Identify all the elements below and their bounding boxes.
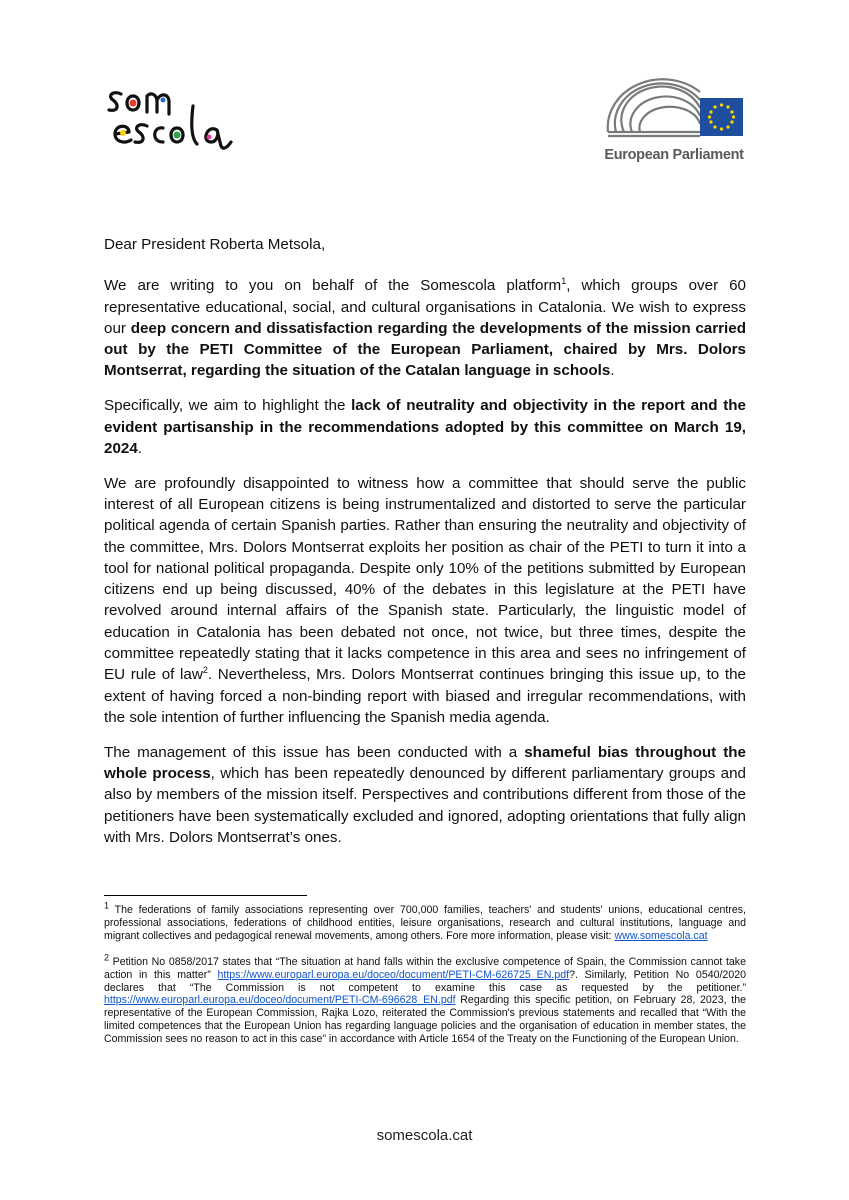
- footnote-ref-1[interactable]: 1: [561, 276, 567, 287]
- paragraph-3: We are profoundly disappointed to witness how a committee that should serve the public interest of all European citizens is being instrumentalized and distorted to serve the particular political agenda of certain Spanish parties. Rather than ensuring the neutrality and objectivity of the committee, Mrs. Dolors Montserrat exploits her position as chair of the PETI to turn it into a tool for national political propaganda. Despite only 10% of the petitions submitted by European citizens end up being discussed, 40% of the debates in this legislature at the PETI have revolved around internal affairs of the Spanish state. Particularly, the linguistic model of education in Catalonia has been debated not once, not twice, but three times, despite the committee repeatedly stating that it lacks competence in this area and sees no infringement of EU rule of law$^2$. Nevertheless, Mrs. Dolors Montserrat continues bringing this issue up, to the extent of having forced a non-binding report with biased and irregular recommendations, with the sole intention of further influencing the Spanish media agenda.: [104, 474, 746, 726]
- paragraph-2: Specifically, we aim to highlight the lack of neutrality and objectivity in the report and the evident partisanship in the recommendations adopted by this committee on March 19, 2024.: [104, 397, 746, 457]
- peti-626725-link[interactable]: https://www.europarl.europa.eu/doceo/document/PETI-CM-626725_EN.pdf: [217, 968, 570, 981]
- footnote-2: $^2$ Petition No 0858/2017 states that “The situation at hand falls within the exclusive competence of Spain, the Commission cannot take action in this matter” https://www.europarl.europa.eu/doceo/document/PETI-CM-626725_EN.pdf?. Similarly, Petition No 0540/2020 declares that “The Commission is not competent to examine this case as requested by the petitioner.” https://www.europarl.europa.eu/doceo/document/PETI-CM-696628_EN.pdf Regarding this specific petition, on February 28, 2023, the representative of the European Commission, Rajka Lozo, reiterated the Commission's previous statements and recalled that “With the limited competences that the European Union has regarding language policies and the organisation of education in member states, the Commission sees no reason to act in this case” in accordance with Article 1654 of the Treaty on the Functioning of the European Union.: [104, 952, 746, 1046]
- european-parliament-name: European Parliament: [604, 147, 744, 163]
- peti-696628-link[interactable]: https://www.europarl.europa.eu/doceo/document/PETI-CM-696628_EN.pdf: [104, 994, 456, 1007]
- salutation: Dear President Roberta Metsola,: [104, 236, 326, 253]
- footnote-1: $^1$ The federations of family associations representing over 700,000 families, teachers' and students' unions, educational centres, professional associations, federations of childhood entities, leisure organisations, research and cultural institutions, language and migrant collectives and pedagogical renewal movements, among others. Fore more information, please visit: www.somescola.cat: [104, 900, 746, 942]
- letter-body: [104, 234, 746, 862]
- paragraph-1: We are writing to you on behalf of the Somescola platform$^1$, which groups over 60 representative educational, social, and cultural organisations in Catalonia. We wish to express our deep concern and dissatisfaction regarding the developments of the mission carried out by the PETI Committee of the European Parliament, chaired by Mrs. Dolors Montserrat, regarding the situation of the Catalan language in schools.: [104, 276, 746, 380]
- footnote-divider: [104, 895, 307, 896]
- footer-site: somescola.cat: [376, 1127, 473, 1144]
- somescola-logo: [103, 82, 238, 164]
- footnotes: [104, 900, 746, 1059]
- somescola-link[interactable]: www.somescola.cat: [614, 929, 708, 942]
- footnote-ref-2[interactable]: 2: [202, 665, 208, 676]
- paragraph-4: The management of this issue has been conducted with a shameful bias throughout the whole process, which has been repeatedly denounced by different parliamentary groups and also by members of the mission itself. Perspectives and contributions different from those of the petitioners have been systematically excluded and ignored, adopting orientations that fully align with Mrs. Dolors Montserrat’s ones.: [104, 743, 746, 846]
